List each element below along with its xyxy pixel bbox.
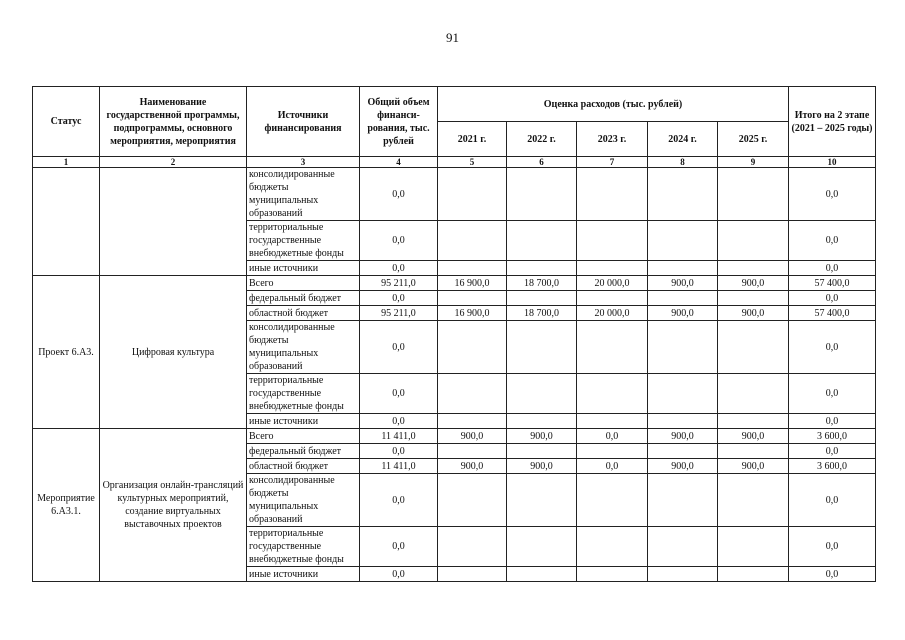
- year-cell: [577, 567, 648, 582]
- source-cell: иные источники: [247, 567, 360, 582]
- year-cell: [438, 374, 507, 414]
- total-cell: 11 411,0: [360, 459, 438, 474]
- year-cell: [507, 567, 577, 582]
- year-cell: [648, 168, 718, 221]
- source-cell: территориальные государственные внебюджетные фонды: [247, 374, 360, 414]
- source-cell: иные источники: [247, 414, 360, 429]
- status-cell: [33, 168, 100, 276]
- final-cell: 0,0: [789, 474, 876, 527]
- year-cell: [507, 527, 577, 567]
- final-cell: 0,0: [789, 374, 876, 414]
- year-cell: [577, 527, 648, 567]
- year-cell: [577, 221, 648, 261]
- name-cell: Цифровая культура: [100, 276, 247, 429]
- year-cell: [648, 221, 718, 261]
- total-cell: 95 211,0: [360, 306, 438, 321]
- year-cell: [507, 474, 577, 527]
- year-cell: [577, 474, 648, 527]
- source-cell: консолидированные бюджеты муниципальных образований: [247, 168, 360, 221]
- total-cell: 0,0: [360, 567, 438, 582]
- source-cell: федеральный бюджет: [247, 291, 360, 306]
- year-cell: [648, 527, 718, 567]
- year-cell: [718, 374, 789, 414]
- header-year: 2021 г.: [438, 122, 507, 157]
- year-cell: [648, 444, 718, 459]
- header-year: 2025 г.: [718, 122, 789, 157]
- total-cell: 0,0: [360, 291, 438, 306]
- year-cell: [438, 261, 507, 276]
- budget-table: [32, 86, 876, 582]
- year-cell: [507, 444, 577, 459]
- source-cell: иные источники: [247, 261, 360, 276]
- year-cell: 18 700,0: [507, 276, 577, 291]
- year-cell: 16 900,0: [438, 306, 507, 321]
- year-cell: 900,0: [507, 459, 577, 474]
- year-cell: [577, 374, 648, 414]
- year-cell: 20 000,0: [577, 306, 648, 321]
- column-number: 2: [100, 157, 247, 168]
- year-cell: [648, 414, 718, 429]
- year-cell: [507, 414, 577, 429]
- year-cell: [438, 291, 507, 306]
- year-cell: [718, 321, 789, 374]
- year-cell: [577, 261, 648, 276]
- name-cell: [100, 168, 247, 276]
- total-cell: 0,0: [360, 444, 438, 459]
- year-cell: [718, 168, 789, 221]
- year-cell: [438, 444, 507, 459]
- column-number: 7: [577, 157, 648, 168]
- column-number: 9: [718, 157, 789, 168]
- column-number: 8: [648, 157, 718, 168]
- year-cell: 900,0: [648, 429, 718, 444]
- source-cell: консолидированные бюджеты муниципальных образований: [247, 474, 360, 527]
- source-cell: территориальные государственные внебюджетные фонды: [247, 527, 360, 567]
- year-cell: 900,0: [718, 276, 789, 291]
- status-cell: Проект 6.А3.: [33, 276, 100, 429]
- year-cell: 900,0: [648, 306, 718, 321]
- year-cell: [718, 221, 789, 261]
- year-cell: [577, 291, 648, 306]
- total-cell: 0,0: [360, 414, 438, 429]
- year-cell: 900,0: [648, 276, 718, 291]
- final-cell: 0,0: [789, 527, 876, 567]
- year-cell: [718, 444, 789, 459]
- year-cell: [507, 374, 577, 414]
- year-cell: [718, 414, 789, 429]
- header-status: Статус: [33, 87, 100, 157]
- header-final: Итого на 2 этапе (2021 – 2025 годы): [789, 87, 876, 157]
- total-cell: 0,0: [360, 527, 438, 567]
- total-cell: 0,0: [360, 168, 438, 221]
- column-number: 4: [360, 157, 438, 168]
- year-cell: 900,0: [718, 429, 789, 444]
- year-cell: 900,0: [648, 459, 718, 474]
- column-number: 3: [247, 157, 360, 168]
- year-cell: 16 900,0: [438, 276, 507, 291]
- source-cell: областной бюджет: [247, 306, 360, 321]
- year-cell: [648, 567, 718, 582]
- year-cell: [718, 291, 789, 306]
- year-cell: 900,0: [718, 459, 789, 474]
- header-sources: Источники финансирования: [247, 87, 360, 157]
- header-estimate: Оценка расходов (тыс. рублей): [438, 87, 789, 122]
- column-number: 6: [507, 157, 577, 168]
- year-cell: [507, 168, 577, 221]
- final-cell: 0,0: [789, 414, 876, 429]
- final-cell: 57 400,0: [789, 276, 876, 291]
- final-cell: 0,0: [789, 567, 876, 582]
- final-cell: 0,0: [789, 168, 876, 221]
- year-cell: [438, 414, 507, 429]
- total-cell: 11 411,0: [360, 429, 438, 444]
- year-cell: [648, 261, 718, 276]
- year-cell: [438, 221, 507, 261]
- year-cell: [507, 221, 577, 261]
- year-cell: 18 700,0: [507, 306, 577, 321]
- total-cell: 0,0: [360, 474, 438, 527]
- year-cell: [507, 291, 577, 306]
- year-cell: [648, 321, 718, 374]
- final-cell: 0,0: [789, 221, 876, 261]
- year-cell: [718, 527, 789, 567]
- column-number: 10: [789, 157, 876, 168]
- year-cell: [577, 321, 648, 374]
- name-cell: Организация онлайн-трансляций культурных мероприятий, создание виртуальных выставочных проектов: [100, 429, 247, 582]
- status-cell: Мероприятие 6.А3.1.: [33, 429, 100, 582]
- header-name: Наименование государственной программы, подпрограммы, основного мероприятия, мероприятия: [100, 87, 247, 157]
- year-cell: [507, 261, 577, 276]
- column-number: 1: [33, 157, 100, 168]
- header-year: 2022 г.: [507, 122, 577, 157]
- year-cell: 900,0: [718, 306, 789, 321]
- total-cell: 0,0: [360, 374, 438, 414]
- final-cell: 0,0: [789, 291, 876, 306]
- year-cell: [507, 321, 577, 374]
- header-total: Общий объем финанси-рования, тыс. рублей: [360, 87, 438, 157]
- year-cell: [718, 567, 789, 582]
- total-cell: 0,0: [360, 321, 438, 374]
- year-cell: [438, 168, 507, 221]
- year-cell: [438, 527, 507, 567]
- source-cell: консолидированные бюджеты муниципальных образований: [247, 321, 360, 374]
- table-row: [33, 429, 876, 444]
- final-cell: 0,0: [789, 321, 876, 374]
- year-cell: [577, 414, 648, 429]
- year-cell: [648, 474, 718, 527]
- year-cell: [718, 474, 789, 527]
- year-cell: [438, 321, 507, 374]
- total-cell: 0,0: [360, 261, 438, 276]
- year-cell: [648, 291, 718, 306]
- source-cell: федеральный бюджет: [247, 444, 360, 459]
- year-cell: [438, 567, 507, 582]
- year-cell: 20 000,0: [577, 276, 648, 291]
- page-number: 91: [446, 30, 459, 45]
- final-cell: 57 400,0: [789, 306, 876, 321]
- year-cell: 0,0: [577, 429, 648, 444]
- final-cell: 0,0: [789, 261, 876, 276]
- year-cell: [577, 444, 648, 459]
- year-cell: [718, 261, 789, 276]
- table-row: [33, 276, 876, 291]
- source-cell: территориальные государственные внебюджетные фонды: [247, 221, 360, 261]
- year-cell: 900,0: [438, 459, 507, 474]
- source-cell: областной бюджет: [247, 459, 360, 474]
- column-number: 5: [438, 157, 507, 168]
- source-cell: Всего: [247, 429, 360, 444]
- year-cell: [438, 474, 507, 527]
- year-cell: [648, 374, 718, 414]
- year-cell: 900,0: [507, 429, 577, 444]
- year-cell: [577, 168, 648, 221]
- year-cell: 0,0: [577, 459, 648, 474]
- final-cell: 3 600,0: [789, 429, 876, 444]
- final-cell: 3 600,0: [789, 459, 876, 474]
- source-cell: Всего: [247, 276, 360, 291]
- table-row: [33, 168, 876, 221]
- year-cell: 900,0: [438, 429, 507, 444]
- total-cell: 95 211,0: [360, 276, 438, 291]
- final-cell: 0,0: [789, 444, 876, 459]
- total-cell: 0,0: [360, 221, 438, 261]
- header-year: 2023 г.: [577, 122, 648, 157]
- table-body: [33, 168, 876, 582]
- header-year: 2024 г.: [648, 122, 718, 157]
